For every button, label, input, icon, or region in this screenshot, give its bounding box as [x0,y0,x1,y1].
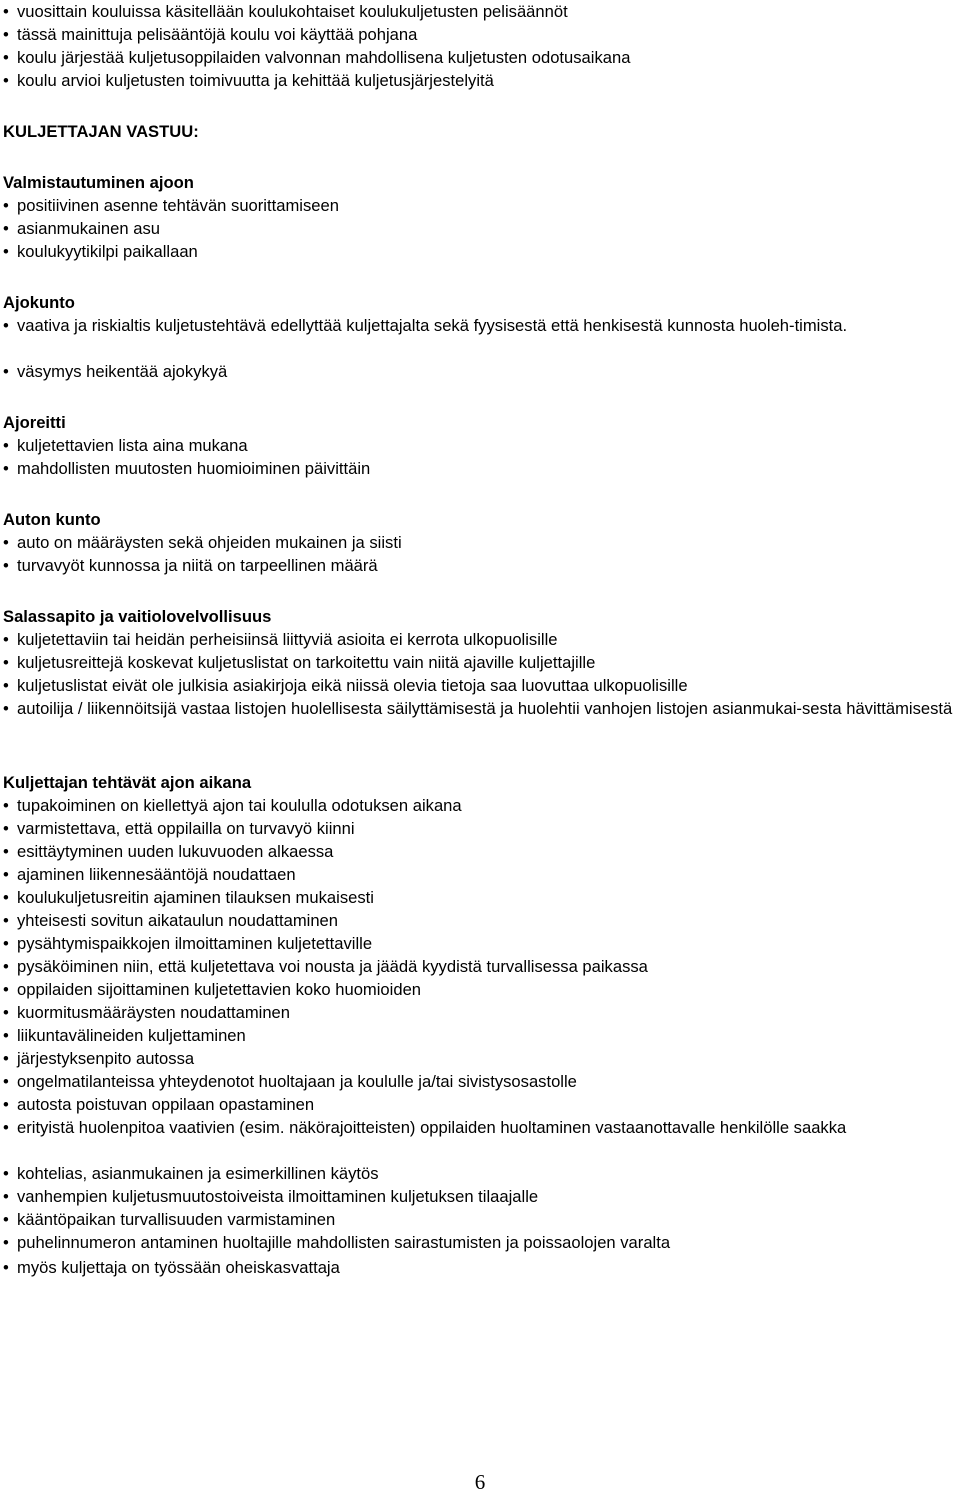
main-heading: KULJETTAJAN VASTUU: [3,122,199,141]
list-item [3,194,960,217]
bullet: • [3,316,9,335]
item-text: ongelmatilanteissa yhteydenotot huoltajaan ja koululle ja/tai sivistysosastolle [17,1072,577,1091]
bullet: • [3,1164,9,1183]
bullet: • [3,676,9,695]
bullet: • [3,362,9,381]
list-item [3,1024,960,1047]
bullet: • [3,2,9,21]
page-number: 6 [474,1470,486,1494]
item-text: koulukuljetusreitin ajaminen tilauksen mukaisesti [17,888,374,907]
list-item [3,863,960,886]
item-text: koulu järjestää kuljetusoppilaiden valvonnan mahdollisena kuljetusten odotusaikana [17,48,631,67]
list-item [3,531,960,554]
bullet: • [3,630,9,649]
item-text: yhteisesti sovitun aikataulun noudattaminen [17,911,339,930]
bullet: • [3,1072,9,1091]
bullet: • [3,1210,9,1229]
item-text: puhelinnumeron antaminen huoltajille mahdollisten sairastumisten ja poissaolojen varalta [17,1233,671,1252]
item-text: pysäköiminen niin, että kuljetettava voi nousta ja jäädä kyydistä turvallisessa paikassa [17,957,648,976]
bullet: • [3,1258,9,1277]
list-item [3,955,960,978]
list-item [3,1093,960,1116]
item-text: kuljetuslistat eivät ole julkisia asiakirjoja eikä niissä olevia tietoja saa luovuttaa ulkopuolisille [17,676,688,695]
bullet: • [3,865,9,884]
section-heading: Auton kunto [3,510,101,529]
item-text: järjestyksenpito autossa [17,1049,195,1068]
item-text: esittäytyminen uuden lukuvuoden alkaessa [17,842,334,861]
item-text: vanhempien kuljetusmuutostoiveista ilmoittaminen kuljetuksen tilaajalle [17,1187,539,1206]
item-text: asianmukainen asu [17,219,160,238]
bullet: • [3,1118,9,1137]
bullet: • [3,653,9,672]
list-item [3,909,960,932]
item-text: turvavyöt kunnossa ja niitä on tarpeellinen määrä [17,556,378,575]
bullet: • [3,196,9,215]
item-text: erityistä huolenpitoa vaativien (esim. näkörajoitteisten) oppilaiden huoltaminen vastaanottavalle henkilölle saakka [17,1118,847,1137]
section-heading: Kuljettajan tehtävät ajon aikana [3,773,252,792]
bullet: • [3,796,9,815]
list-item [3,1047,960,1070]
bullet: • [3,957,9,976]
list-item [3,697,953,720]
bullet: • [3,980,9,999]
item-text: auto on määräysten sekä ohjeiden mukainen ja siisti [17,533,402,552]
item-text: tässä mainittuja pelisääntöjä koulu voi käyttää pohjana [17,25,418,44]
item-text: tupakoiminen on kiellettyä ajon tai koululla odotuksen aikana [17,796,462,815]
item-text: vuosittain kouluissa käsitellään koulukohtaiset koulukuljetusten pelisäännöt [17,2,568,21]
item-text: kuljetusreittejä koskevat kuljetuslistat on tarkoitettu vain niitä ajaville kuljettajille [17,653,596,672]
list-item [3,1116,953,1139]
list-item [3,628,960,651]
list-item [3,314,953,337]
bullet: • [3,219,9,238]
list-item [3,1162,960,1185]
list-item [3,932,960,955]
list-item [3,457,960,480]
list-item [3,817,960,840]
item-text: ajaminen liikennesääntöjä noudattaen [17,865,296,884]
item-text: mahdollisten muutosten huomioiminen päivittäin [17,459,371,478]
item-text: kuormitusmääräysten noudattaminen [17,1003,291,1022]
list-item [3,651,960,674]
list-item [3,554,960,577]
list-item [3,674,960,697]
list-item [3,1256,960,1279]
item-text: kuljetettavien lista aina mukana [17,436,248,455]
section-heading: Ajoreitti [3,413,66,432]
bullet: • [3,533,9,552]
list-item [3,1070,960,1093]
bullet: • [3,1233,9,1252]
section-heading: Salassapito ja vaitiolovelvollisuus [3,607,272,626]
list-item [3,1231,960,1254]
item-text: kohtelias, asianmukainen ja esimerkillinen käytös [17,1164,379,1183]
bullet: • [3,25,9,44]
item-text: pysähtymispaikkojen ilmoittaminen kuljetettaville [17,934,373,953]
item-text: autosta poistuvan oppilaan opastaminen [17,1095,315,1114]
intro-item [3,0,960,23]
section-heading: Ajokunto [3,293,75,312]
list-item [3,1185,960,1208]
bullet: • [3,436,9,455]
bullet: • [3,1187,9,1206]
bullet: • [3,242,9,261]
bullet: • [3,819,9,838]
intro-item [3,46,960,69]
bullet: • [3,888,9,907]
list-item [3,1208,960,1231]
bullet: • [3,1049,9,1068]
list-item [3,360,960,383]
list-item [3,794,960,817]
list-item [3,240,960,263]
item-text: kääntöpaikan turvallisuuden varmistaminen [17,1210,336,1229]
item-text: väsymys heikentää ajokykyä [17,362,228,381]
item-text: oppilaiden sijoittaminen kuljetettavien koko huomioiden [17,980,422,999]
bullet: • [3,842,9,861]
item-text: liikuntavälineiden kuljettaminen [17,1026,246,1045]
bullet: • [3,556,9,575]
intro-item [3,69,960,92]
intro-item [3,23,960,46]
bullet: • [3,699,9,718]
bullet: • [3,911,9,930]
list-item [3,434,960,457]
section-heading: Valmistautuminen ajoon [3,173,194,192]
bullet: • [3,934,9,953]
item-text: kuljetettaviin tai heidän perheisiinsä liittyviä asioita ei kerrota ulkopuolisille [17,630,558,649]
bullet: • [3,71,9,90]
item-text: koulu arvioi kuljetusten toimivuutta ja kehittää kuljetusjärjestelyitä [17,71,494,90]
bullet: • [3,1003,9,1022]
item-text: varmistettava, että oppilailla on turvavyö kiinni [17,819,355,838]
item-text: vaativa ja riskialtis kuljetustehtävä edellyttää kuljettajalta sekä fyysisestä että henkisestä kunnosta huoleh-timista. [17,316,848,335]
bullet: • [3,48,9,67]
item-text: myös kuljettaja on työssään oheiskasvattaja [17,1258,340,1277]
list-item [3,886,960,909]
bullet: • [3,459,9,478]
item-text: autoilija / liikennöitsijä vastaa listojen huolellisesta säilyttämisestä ja huolehtii vanhojen listojen asianmukai-sesta hävittämisestä [17,699,953,718]
list-item [3,1001,960,1024]
list-item [3,840,960,863]
item-text: koulukyytikilpi paikallaan [17,242,198,261]
list-item [3,217,960,240]
bullet: • [3,1026,9,1045]
item-text: positiivinen asenne tehtävän suorittamiseen [17,196,339,215]
bullet: • [3,1095,9,1114]
list-item [3,978,960,1001]
